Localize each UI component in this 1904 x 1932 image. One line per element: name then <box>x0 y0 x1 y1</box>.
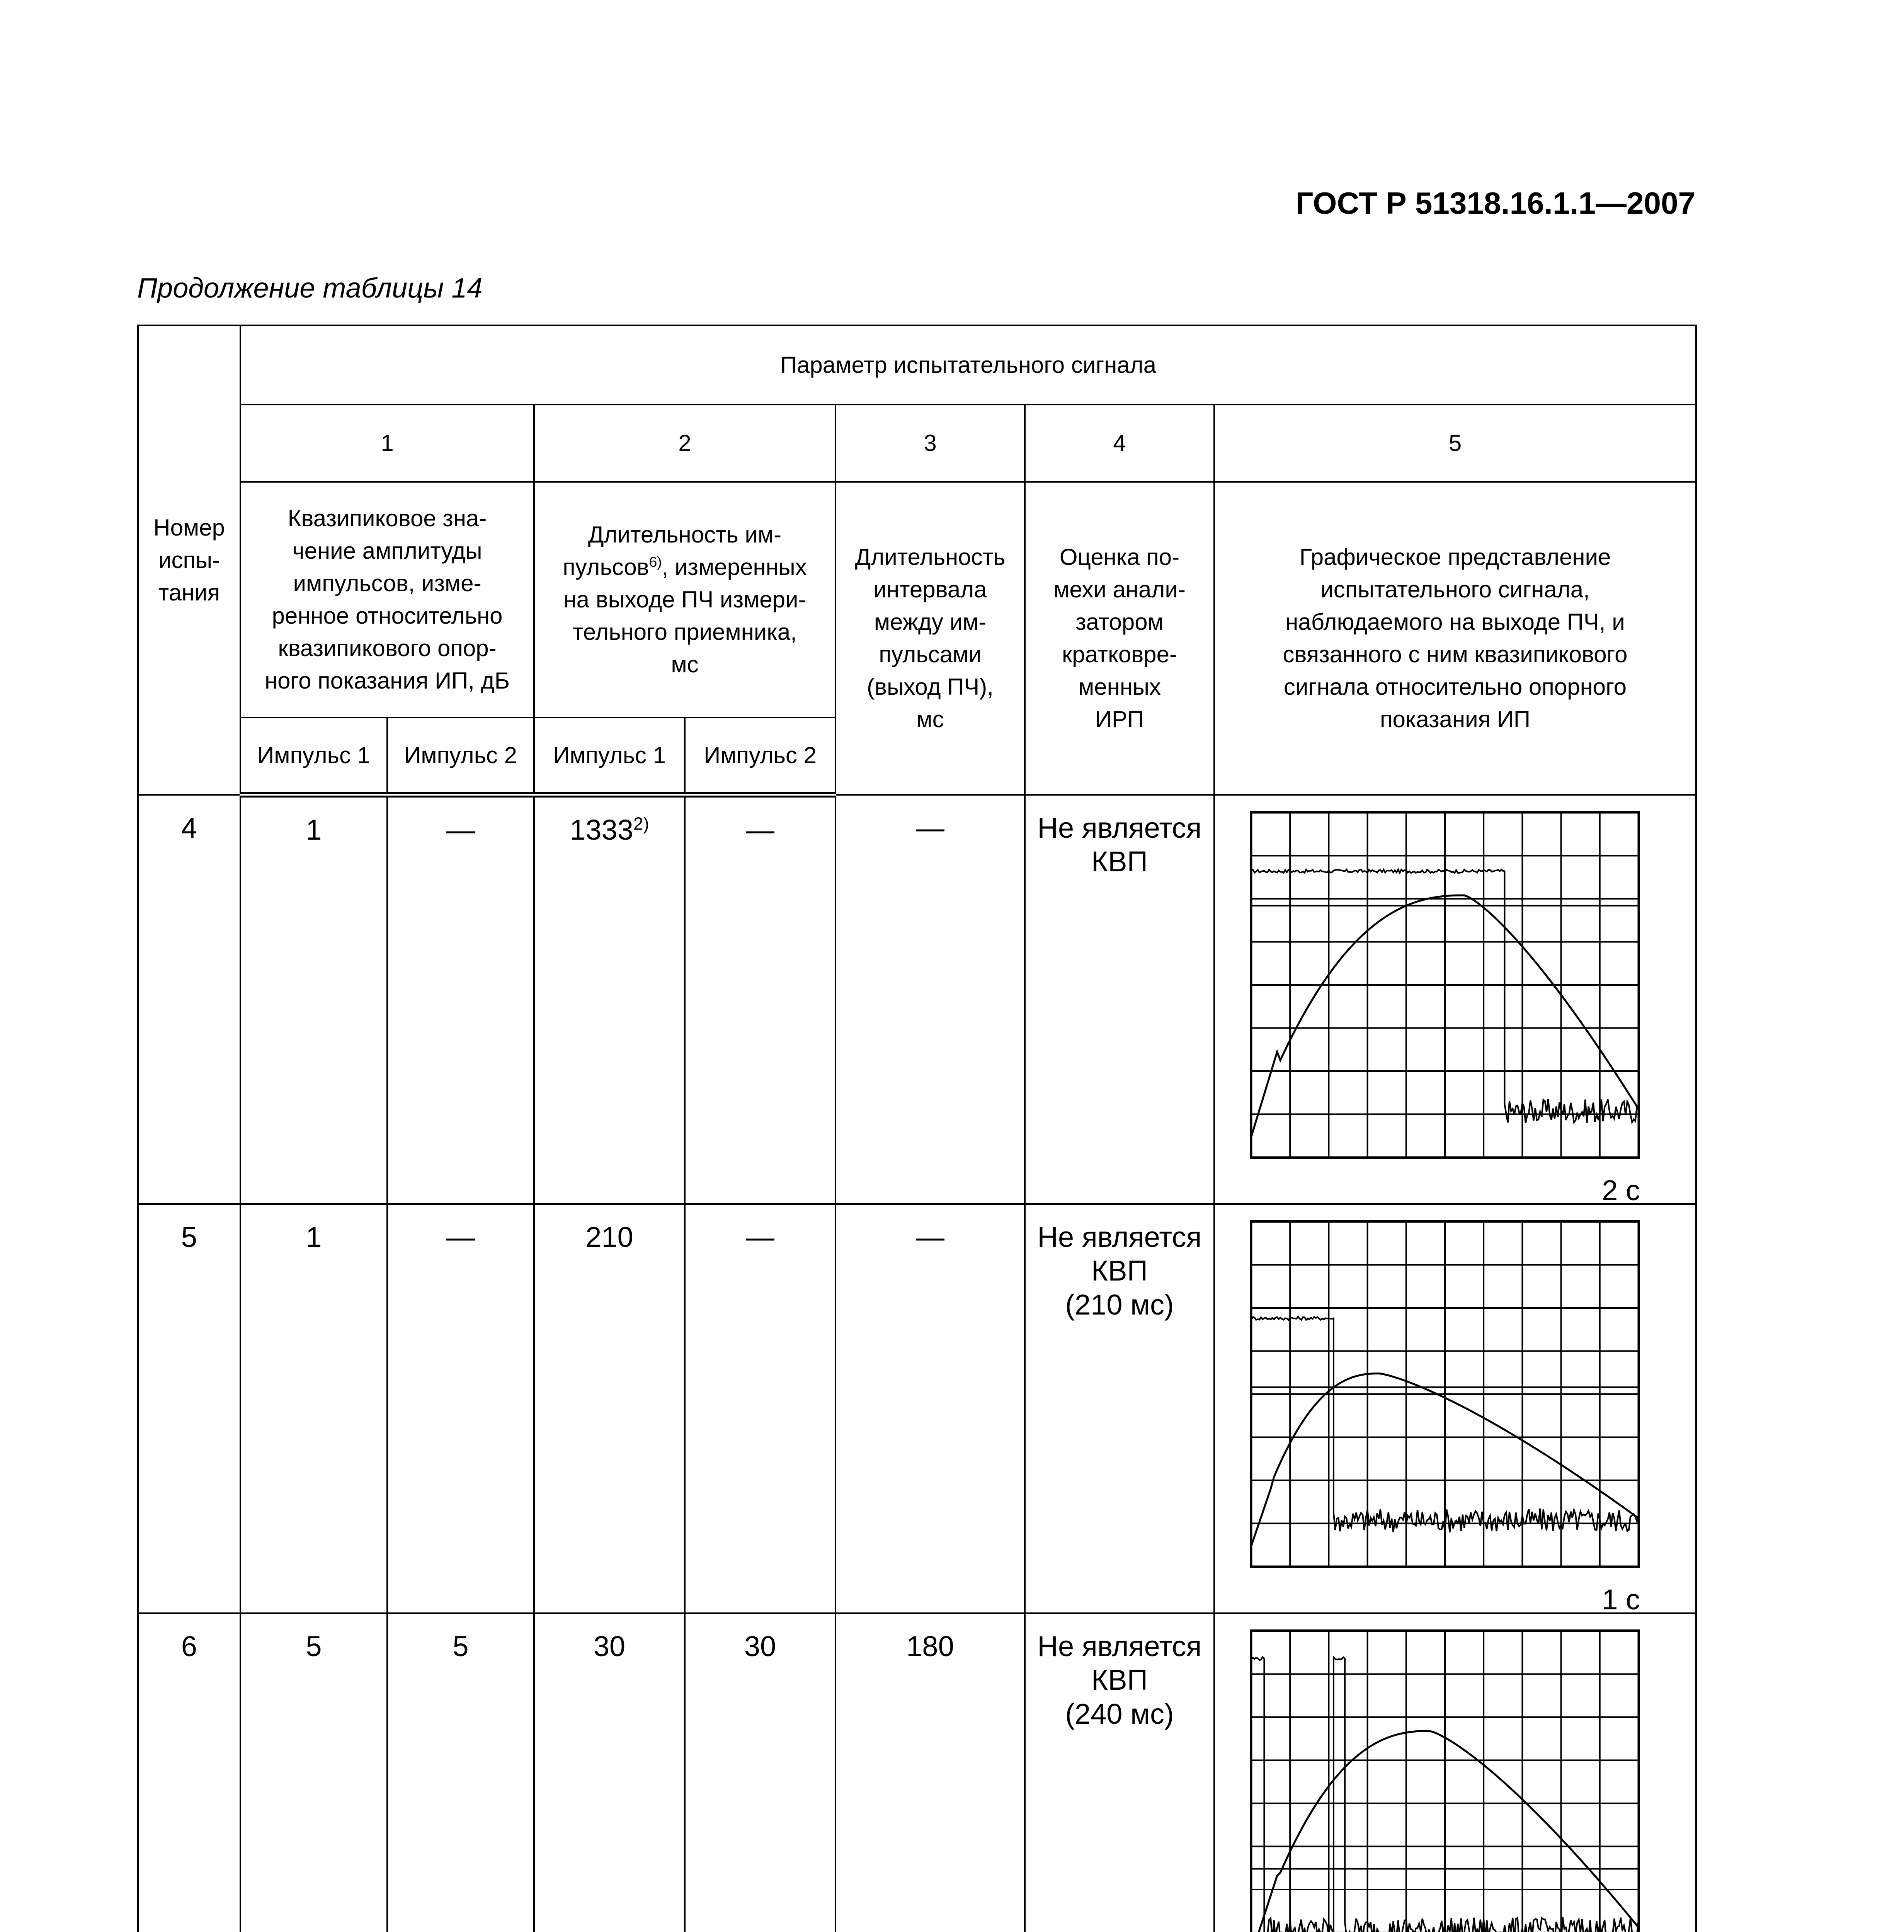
subheader-amp-impulse-1: Импульс 1 <box>240 718 387 795</box>
header-row-group <box>138 325 1696 405</box>
col-number-4: 4 <box>1025 405 1214 482</box>
subheader-amp-impulse-2: Импульс 2 <box>387 718 534 795</box>
col2-footnote-mark: 6) <box>649 554 662 570</box>
cell-interval: — <box>835 795 1025 1204</box>
col-number-3: 3 <box>835 405 1025 482</box>
cell-graph <box>1214 1613 1696 1932</box>
cell-amp1: 1 <box>240 795 387 1204</box>
cell-dur1: 210 <box>534 1204 685 1613</box>
col-test-number-header: Номер испы- тания <box>138 325 240 795</box>
cell-test-number: 4 <box>138 795 240 1204</box>
time-scale-label: 2 с <box>1602 1174 1640 1204</box>
col4-title: Оценка по- мехи анали- затором кратковре- менных ИРП <box>1025 482 1214 795</box>
table-caption: Продолжение таблицы 14 <box>137 273 483 304</box>
cell-graph <box>1214 1204 1696 1613</box>
cell-amp2: — <box>387 795 534 1204</box>
oscillogram <box>1250 1629 1640 1932</box>
subheader-dur-impulse-2: Импульс 2 <box>685 718 835 795</box>
table-row <box>138 795 1696 1204</box>
cell-assessment: Не является КВП (210 мс) <box>1025 1204 1214 1613</box>
subheader-dur-impulse-1: Импульс 1 <box>534 718 685 795</box>
cell-test-number: 6 <box>138 1613 240 1932</box>
results-table <box>137 325 1697 1932</box>
col1-title: Квазипиковое зна- чение амплитуды импульсов, изме- ренное относительно квазипикового опор- ного показания ИП, дБ <box>240 482 534 718</box>
cell-assessment: Не является КВП <box>1025 795 1214 1204</box>
time-scale-label: 1 с <box>1602 1583 1640 1613</box>
cell-dur2: — <box>685 1204 835 1613</box>
cell-test-number: 5 <box>138 1204 240 1613</box>
signal-graph <box>1250 1220 1640 1612</box>
table-row <box>138 1613 1696 1932</box>
header-row-numbers <box>138 405 1696 482</box>
cell-dur1: 30 <box>534 1613 685 1932</box>
cell-amp2: — <box>387 1204 534 1613</box>
oscillogram <box>1250 811 1640 1159</box>
cell-dur2: — <box>685 795 835 1204</box>
cell-graph <box>1214 795 1696 1204</box>
dur1-footnote-mark: 2) <box>633 813 649 834</box>
standard-code: ГОСТ Р 51318.16.1.1—2007 <box>1295 186 1695 220</box>
col2-title: Длительность им- пульсов$^{6)}$, измеренных на выходе ПЧ измери- тельного приемника, мс <box>534 482 835 718</box>
table-row <box>138 1204 1696 1613</box>
cell-interval: 180 <box>835 1613 1025 1932</box>
oscillogram <box>1250 1220 1640 1568</box>
cell-dur1: 1333$^{2)}$ <box>534 795 685 1204</box>
signal-graph <box>1250 1629 1640 1932</box>
cell-interval: — <box>835 1204 1025 1613</box>
col-number-5: 5 <box>1214 405 1696 482</box>
signal-graph <box>1250 811 1640 1203</box>
cell-amp1: 1 <box>240 1204 387 1613</box>
cell-amp1: 5 <box>240 1613 387 1932</box>
col3-title: Длительность интервала между им- пульсами (выход ПЧ), мс <box>835 482 1025 795</box>
cell-dur2: 30 <box>685 1613 835 1932</box>
cell-amp2: 5 <box>387 1613 534 1932</box>
col-number-2: 2 <box>534 405 835 482</box>
col5-title: Графическое представление испытательного сигнала, наблюдаемого на выходе ПЧ, и связанного с ним квазипикового сигнала относительно опорного показания ИП <box>1214 482 1696 795</box>
cell-assessment: Не является КВП (240 мс) <box>1025 1613 1214 1932</box>
group-header: Параметр испытательного сигнала <box>240 325 1696 405</box>
header-row-titles <box>138 482 1696 718</box>
col-number-1: 1 <box>240 405 534 482</box>
